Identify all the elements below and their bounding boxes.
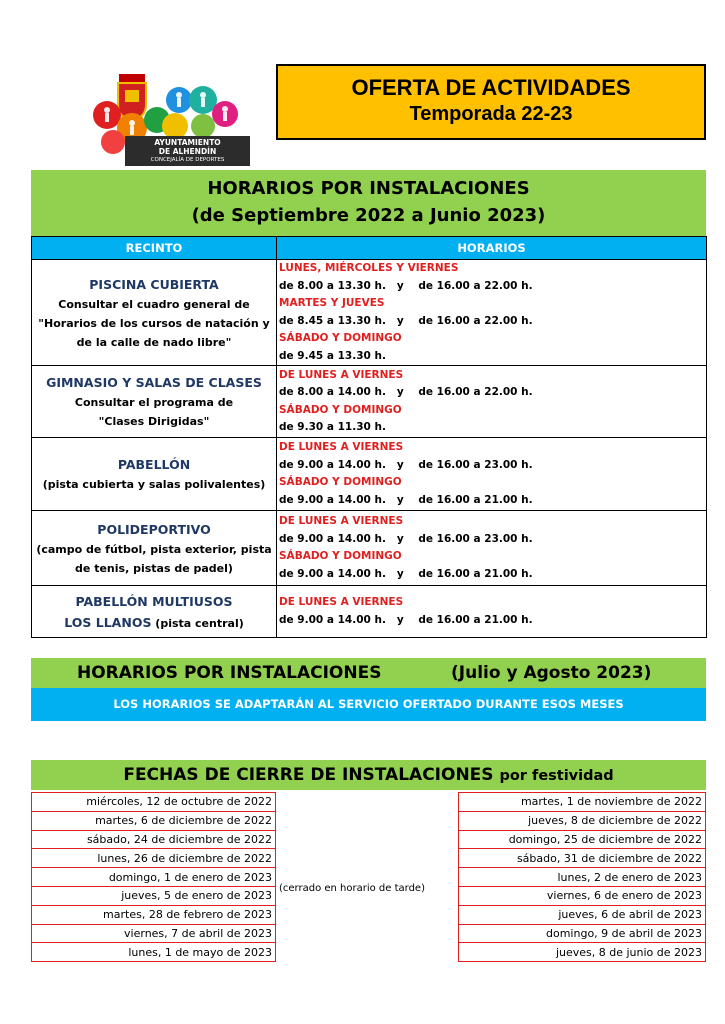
table-row bbox=[459, 943, 706, 962]
table-row bbox=[32, 260, 707, 366]
section1-title: HORARIOS POR INSTALACIONES bbox=[207, 178, 530, 199]
closure-date: viernes, 7 de abril de 2023 bbox=[32, 924, 276, 943]
schedule-days: SÁBADO Y DOMINGO bbox=[279, 476, 402, 488]
horarios-cell bbox=[277, 511, 707, 586]
schedule-days: DE LUNES A VIERNES bbox=[279, 596, 404, 608]
schedule-time: de 9.00 a 14.00 h. y de 16.00 a 23.00 h. bbox=[279, 532, 533, 545]
closure-date: lunes, 2 de enero de 2023 bbox=[459, 868, 706, 887]
table-row bbox=[32, 905, 276, 924]
section1-subtitle: (de Septiembre 2022 a Junio 2023) bbox=[191, 205, 546, 226]
recinto-name: GIMNASIO Y SALAS DE CLASES bbox=[46, 375, 262, 390]
recinto-name: PABELLÓN MULTIUSOS bbox=[75, 593, 233, 609]
table-row bbox=[459, 849, 706, 868]
schedule-time: de 9.00 a 14.00 h. y de 16.00 a 21.00 h. bbox=[279, 493, 533, 506]
schedule-days: SÁBADO Y DOMINGO bbox=[279, 403, 402, 416]
table-row bbox=[32, 943, 276, 962]
table-row bbox=[459, 868, 706, 887]
schedule-days: DE LUNES A VIERNES bbox=[279, 441, 404, 453]
schedule-time: de 9.45 a 13.30 h. bbox=[279, 349, 386, 362]
table-row bbox=[32, 868, 276, 887]
logo-caption bbox=[125, 136, 250, 166]
recinto-cell bbox=[32, 260, 277, 366]
recinto-desc: "Horarios de los cursos de natación y bbox=[38, 316, 270, 330]
section2-header bbox=[31, 658, 706, 688]
recinto-name: PABELLÓN bbox=[117, 457, 191, 472]
table-row bbox=[32, 586, 707, 638]
closure-date: jueves, 8 de junio de 2023 bbox=[459, 943, 706, 962]
logo-line1: AYUNTAMIENTO bbox=[154, 138, 221, 147]
table-row bbox=[32, 849, 276, 868]
table-row bbox=[459, 811, 706, 830]
table-row bbox=[459, 793, 706, 812]
recinto-name: PISCINA CUBIERTA bbox=[89, 276, 219, 292]
schedule-time: de 9.00 a 14.00 h. y de 16.00 a 21.00 h. bbox=[279, 613, 533, 626]
section1-header bbox=[31, 170, 706, 236]
schedule-days: LUNES, MIÉRCOLES Y VIERNES bbox=[279, 262, 459, 274]
recinto-name: POLIDEPORTIVO bbox=[97, 521, 211, 537]
recinto-cell bbox=[32, 586, 277, 638]
table-row bbox=[32, 830, 276, 849]
closure-dates-right bbox=[458, 792, 706, 962]
recinto-desc: Consultar el cuadro general de bbox=[58, 297, 250, 311]
table-row bbox=[459, 886, 706, 905]
schedule-time: de 9.00 a 14.00 h. y de 16.00 a 23.00 h. bbox=[279, 458, 533, 471]
schedule-time: de 9.30 a 11.30 h. bbox=[279, 421, 386, 433]
horarios-cell bbox=[277, 260, 707, 366]
title-line1: OFERTA DE ACTIVIDADES bbox=[351, 75, 631, 100]
closure-date: domingo, 9 de abril de 2023 bbox=[459, 924, 706, 943]
schedule-table bbox=[31, 236, 707, 638]
schedule-days: SÁBADO Y DOMINGO bbox=[279, 550, 402, 562]
table-row bbox=[32, 811, 276, 830]
schedule-days: SÁBADO Y DOMINGO bbox=[279, 332, 402, 344]
title-line2: Temporada 22-23 bbox=[409, 103, 573, 125]
closure-date: lunes, 1 de mayo de 2023 bbox=[32, 943, 276, 962]
closure-date: sábado, 31 de diciembre de 2022 bbox=[459, 849, 706, 868]
table-row bbox=[459, 924, 706, 943]
closure-note: (cerrado en horario de tarde) bbox=[279, 883, 425, 894]
closure-date: lunes, 26 de diciembre de 2022 bbox=[32, 849, 276, 868]
recinto-desc: (campo de fútbol, pista exterior, pista bbox=[36, 542, 272, 556]
closure-dates-left bbox=[31, 792, 276, 962]
schedule-days: DE LUNES A VIERNES bbox=[279, 515, 404, 527]
logo-line2: DE ALHENDÍN bbox=[158, 147, 217, 156]
horarios-cell bbox=[277, 586, 707, 638]
closure-date: domingo, 25 de diciembre de 2022 bbox=[459, 830, 706, 849]
closure-date: jueves, 6 de abril de 2023 bbox=[459, 905, 706, 924]
closure-date: sábado, 24 de diciembre de 2022 bbox=[32, 830, 276, 849]
table-row bbox=[459, 830, 706, 849]
recinto-desc: Consultar el programa de bbox=[74, 396, 234, 409]
section2-title: HORARIOS POR INSTALACIONES bbox=[77, 663, 382, 683]
recinto-cell bbox=[32, 511, 277, 586]
closure-date: martes, 1 de noviembre de 2022 bbox=[459, 793, 706, 812]
closure-date: miércoles, 12 de octubre de 2022 bbox=[32, 793, 276, 812]
table-row bbox=[32, 886, 276, 905]
recinto-desc: de la calle de nado libre" bbox=[76, 335, 232, 349]
closure-date: domingo, 1 de enero de 2023 bbox=[32, 868, 276, 887]
schedule-time: de 9.00 a 14.00 h. y de 16.00 a 21.00 h. bbox=[279, 567, 533, 580]
schedule-days: MARTES Y JUEVES bbox=[279, 297, 385, 309]
table-row bbox=[32, 438, 707, 511]
section3-title: FECHAS DE CIERRE DE INSTALACIONES bbox=[123, 765, 494, 785]
closure-date: viernes, 6 de enero de 2023 bbox=[459, 886, 706, 905]
recinto-desc: (pista cubierta y salas polivalentes) bbox=[42, 478, 266, 491]
recinto-cell bbox=[32, 438, 277, 511]
recinto-cell bbox=[32, 366, 277, 438]
table-row bbox=[32, 924, 276, 943]
recinto-desc: (pista central) bbox=[155, 616, 244, 630]
recinto-desc: "Clases Dirigidas" bbox=[98, 415, 210, 428]
schedule-time: de 8.45 a 13.30 h. y de 16.00 a 22.00 h. bbox=[279, 314, 533, 327]
closure-date: jueves, 5 de enero de 2023 bbox=[32, 886, 276, 905]
closure-date: martes, 28 de febrero de 2023 bbox=[32, 905, 276, 924]
section2-period: (Julio y Agosto 2023) bbox=[451, 663, 652, 683]
section3-header bbox=[31, 760, 706, 790]
schedule-time: de 8.00 a 13.30 h. y de 16.00 a 22.00 h. bbox=[279, 279, 533, 292]
table-row bbox=[32, 366, 707, 438]
table-row bbox=[32, 793, 276, 812]
section3-title-suffix: por festividad bbox=[499, 768, 614, 784]
closure-date: jueves, 8 de diciembre de 2022 bbox=[459, 811, 706, 830]
recinto-desc: de tenis, pistas de padel) bbox=[75, 561, 233, 575]
col-horarios: HORARIOS bbox=[277, 237, 707, 260]
recinto-name-2: LOS LLANOS bbox=[64, 614, 152, 630]
section2-note: LOS HORARIOS SE ADAPTARÁN AL SERVICIO OFERTADO DURANTE ESOS MESES bbox=[31, 688, 706, 721]
schedule-days: DE LUNES A VIERNES bbox=[279, 368, 404, 381]
horarios-cell bbox=[277, 366, 707, 438]
col-recinto: RECINTO bbox=[32, 237, 277, 260]
table-row bbox=[459, 905, 706, 924]
horarios-cell bbox=[277, 438, 707, 511]
closure-date: martes, 6 de diciembre de 2022 bbox=[32, 811, 276, 830]
logo-line3: CONCEJALÍA DE DEPORTES bbox=[150, 157, 225, 163]
title-box bbox=[276, 64, 706, 140]
schedule-time: de 8.00 a 14.00 h. y de 16.00 a 22.00 h. bbox=[279, 386, 533, 398]
table-row bbox=[32, 511, 707, 586]
